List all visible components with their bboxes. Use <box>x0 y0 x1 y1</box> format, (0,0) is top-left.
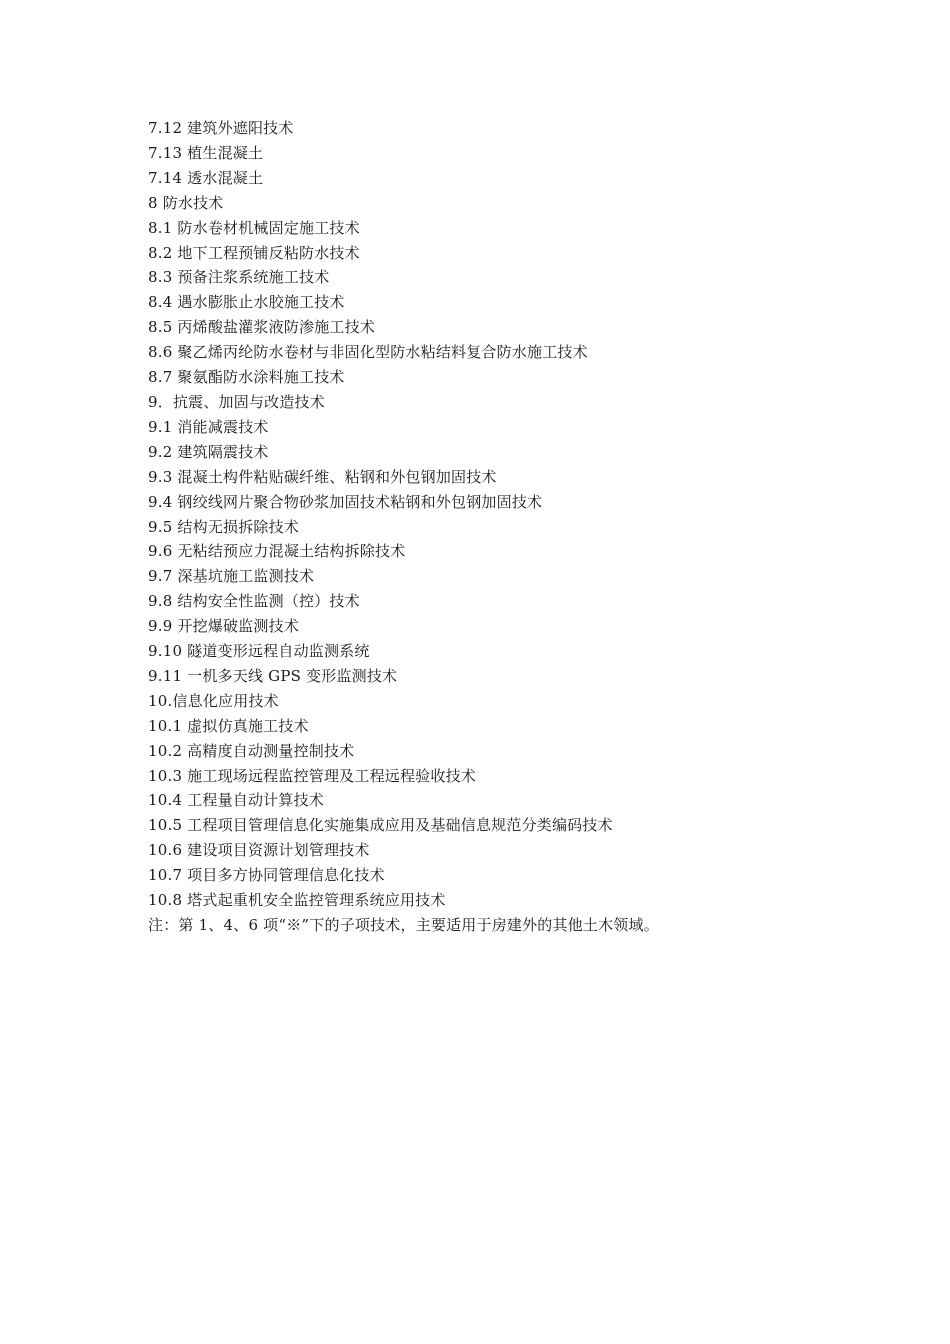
line-9-8: 9.8 结构安全性监测（控）技术 <box>148 592 360 611</box>
line-8-5: 8.5 丙烯酸盐灌浆液防渗施工技术 <box>148 318 376 337</box>
line-8-3: 8.3 预备注浆系统施工技术 <box>148 268 330 287</box>
line-8-4: 8.4 遇水膨胀止水胶施工技术 <box>148 293 345 312</box>
line-10-1: 10.1 虚拟仿真施工技术 <box>148 716 309 735</box>
line-8-2: 8.2 地下工程预铺反粘防水技术 <box>148 243 360 262</box>
line-10-2: 10.2 高精度自动测量控制技术 <box>148 741 355 760</box>
line-10-5: 10.5 工程项目管理信息化实施集成应用及基础信息规范分类编码技术 <box>148 816 613 835</box>
line-9-9: 9.9 开挖爆破监测技术 <box>148 617 300 636</box>
line-8-6: 8.6 聚乙烯丙纶防水卷材与非固化型防水粘结料复合防水施工技术 <box>148 343 588 362</box>
line-9-1: 9.1 消能减震技术 <box>148 417 269 436</box>
line-7-12: 7.12 建筑外遮阳技术 <box>148 119 294 137</box>
section-heading-10: 10.信息化应用技术 <box>148 691 279 710</box>
line-10-6: 10.6 建设项目资源计划管理技术 <box>148 841 370 860</box>
line-8-1: 8.1 防水卷材机械固定施工技术 <box>148 218 360 237</box>
line-8-7: 8.7 聚氨酯防水涂料施工技术 <box>148 368 345 387</box>
footnote: 注：第 1、4、6 项“※”下的子项技术，主要适用于房建外的其他土木领域。 <box>148 916 659 934</box>
line-9-7: 9.7 深基坑施工监测技术 <box>148 567 315 586</box>
line-7-13: 7.13 植生混凝土 <box>148 143 264 162</box>
line-9-11: 9.11 一机多天线 GPS 变形监测技术 <box>148 666 398 685</box>
line-9-3: 9.3 混凝土构件粘贴碳纤维、粘钢和外包钢加固技术 <box>148 467 497 486</box>
line-9-10: 9.10 隧道变形远程自动监测系统 <box>148 642 370 661</box>
line-10-3: 10.3 施工现场远程监控管理及工程远程验收技术 <box>148 766 476 785</box>
line-10-7: 10.7 项目多方协同管理信息化技术 <box>148 866 385 885</box>
line-9-2: 9.2 建筑隔震技术 <box>148 442 269 461</box>
line-9-4: 9.4 钢绞线网片聚合物砂浆加固技术粘钢和外包钢加固技术 <box>148 492 543 511</box>
line-7-14: 7.14 透水混凝土 <box>148 168 264 187</box>
line-9-6: 9.6 无粘结预应力混凝土结构拆除技术 <box>148 542 406 561</box>
line-9-5: 9.5 结构无损拆除技术 <box>148 517 300 536</box>
section-heading-9: 9．抗震、加固与改造技术 <box>148 392 325 411</box>
line-10-8: 10.8 塔式起重机安全监控管理系统应用技术 <box>148 891 446 910</box>
document-body <box>148 116 848 938</box>
line-10-4: 10.4 工程量自动计算技术 <box>148 791 324 810</box>
section-heading-8: 8 防水技术 <box>148 193 224 212</box>
